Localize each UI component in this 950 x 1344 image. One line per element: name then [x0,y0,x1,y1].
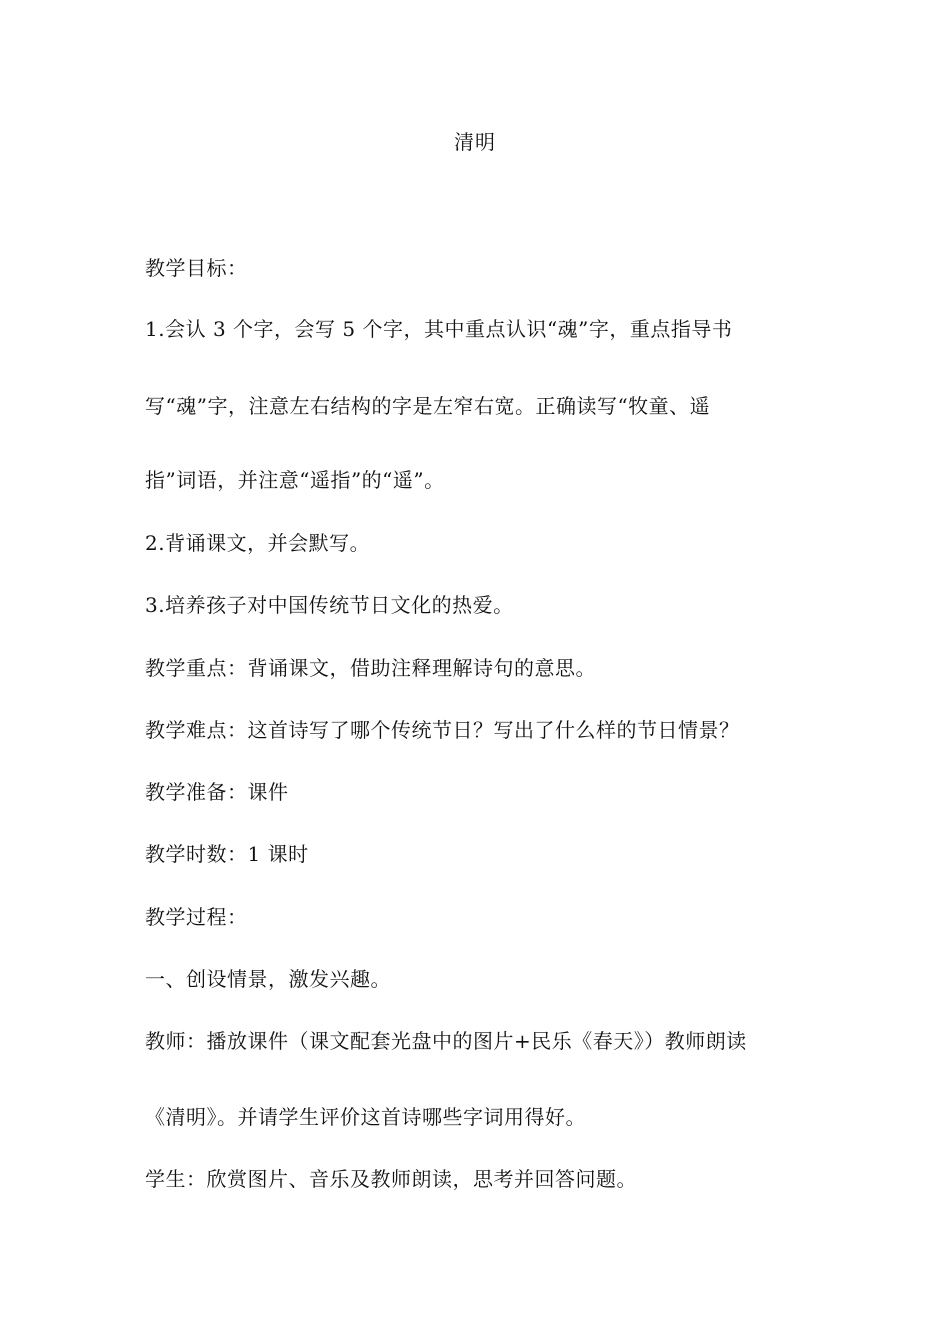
objective-1-line-2: 写“魂”字，注意左右结构的字是左窄右宽。正确读写“牧童、遥 [145,394,711,418]
teaching-hours: 教学时数：1 课时 [145,842,309,866]
section-heading-objectives: 教学目标： [145,256,248,280]
document-title: 清明 [454,130,496,154]
objective-1-line-1: 1.会认 3 个字，会写 5 个字，其中重点认识“魂”字，重点指导书 [145,317,733,341]
teaching-focus: 教学重点：背诵课文，借助注释理解诗句的意思。 [145,656,596,680]
teaching-difficulty: 教学难点：这首诗写了哪个传统节日？写出了什么样的节日情景？ [145,718,740,742]
objective-2: 2.背诵课文，并会默写。 [145,531,371,555]
section-heading-process: 教学过程： [145,905,248,929]
objective-3: 3.培养孩子对中国传统节日文化的热爱。 [145,593,514,617]
process-step-1: 一、创设情景，激发兴趣。 [145,967,391,991]
student-activity: 学生：欣赏图片、音乐及教师朗读，思考并回答问题。 [145,1167,637,1191]
teacher-activity-line-1: 教师：播放课件（课文配套光盘中的图片+民乐《春天》）教师朗读 [145,1029,747,1053]
teacher-activity-line-2: 《清明》。并请学生评价这首诗哪些字词用得好。 [145,1105,586,1129]
objective-1-line-3: 指”词语，并注意“遥指”的“遥”。 [145,468,445,492]
teaching-preparation: 教学准备：课件 [145,780,289,804]
